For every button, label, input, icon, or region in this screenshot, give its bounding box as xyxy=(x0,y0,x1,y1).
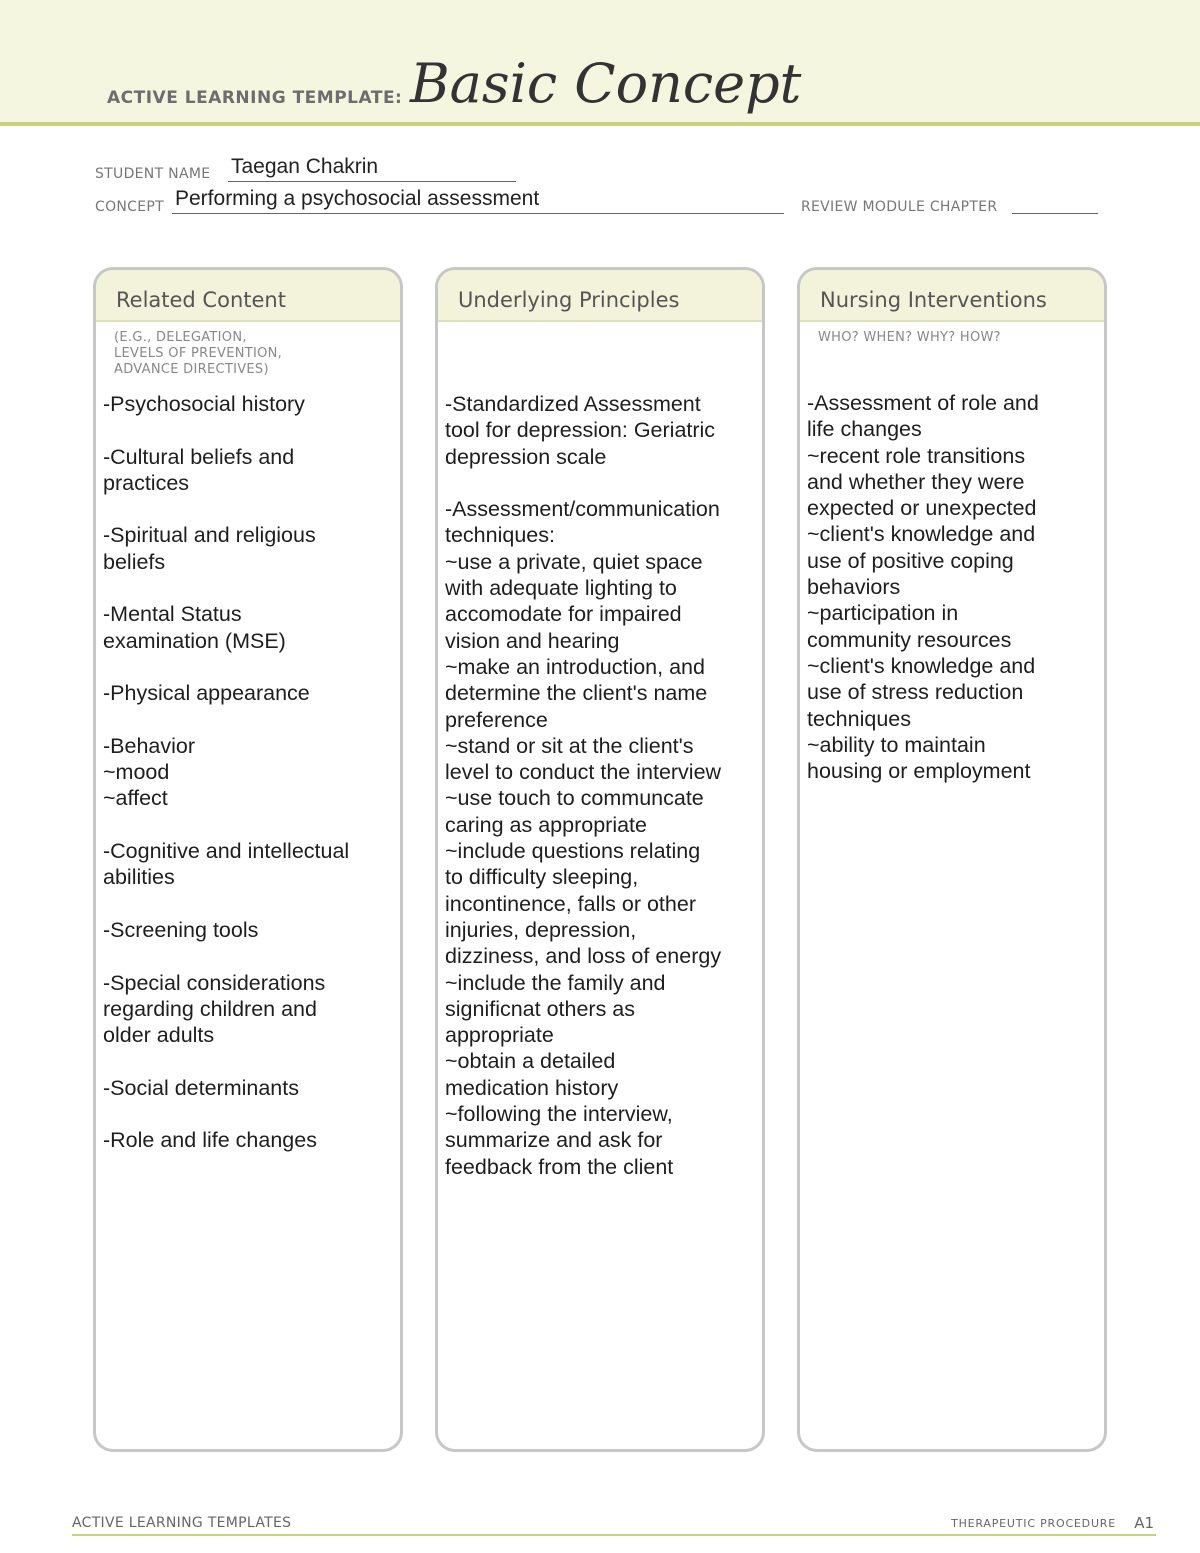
page-title: Basic Concept xyxy=(410,52,802,115)
nursing-interventions-header xyxy=(800,270,1104,322)
footer-category: THERAPEUTIC PROCEDURE xyxy=(951,1517,1116,1530)
nursing-interventions-panel xyxy=(797,267,1107,1452)
underlying-principles-panel xyxy=(435,267,765,1452)
review-module-label: REVIEW MODULE CHAPTER xyxy=(801,199,998,215)
student-name-label: STUDENT NAME xyxy=(95,166,211,182)
nursing-interventions-title: Nursing Interventions xyxy=(820,288,1047,312)
student-name-line xyxy=(228,181,516,182)
underlying-principles-header xyxy=(438,270,762,322)
template-label: ACTIVE LEARNING TEMPLATE: xyxy=(107,88,403,108)
footer-label: ACTIVE LEARNING TEMPLATES xyxy=(72,1515,292,1531)
related-content-header xyxy=(96,270,400,322)
underlying-principles-title: Underlying Principles xyxy=(458,288,680,312)
related-hint-line: (E.G., DELEGATION, xyxy=(114,330,247,345)
review-module-line[interactable] xyxy=(1012,213,1098,214)
related-hint-line: ADVANCE DIRECTIVES) xyxy=(114,362,269,377)
nursing-interventions-text[interactable]: -Assessment of role and life changes ~recent role transitions and whether they were expected or unexpected ~client's knowledge and use of positive coping behaviors ~participation in community resources ~client's knowledge and use of stress reduction techniques ~ability to maintain housing or employment xyxy=(807,391,1039,784)
related-content-hint xyxy=(96,330,400,378)
nursing-interventions-hint xyxy=(800,330,1104,346)
student-name-field[interactable]: Taegan Chakrin xyxy=(231,155,379,178)
concept-label: CONCEPT xyxy=(95,199,164,215)
concept-line xyxy=(172,213,784,214)
page-number: A1 xyxy=(1134,1514,1154,1532)
related-content-panel xyxy=(93,267,403,1452)
interventions-hint-line: WHO? WHEN? WHY? HOW? xyxy=(818,330,1001,345)
header-rule xyxy=(0,122,1200,126)
related-content-title: Related Content xyxy=(116,288,286,312)
underlying-principles-text[interactable]: -Standardized Assessment tool for depression: Geriatric depression scale -Assessment/communication techniques: ~use a private, quiet space with adequate lighting to accomodate for impaired vision and hearing ~make an introduction, and determine the client's name preference ~stand or sit at the client's level to conduct the interview ~use touch to communcate caring as appropriate ~include questions relating to difficulty sleeping, incontinence, falls or other injuries, depression, dizziness, and loss of energy ~include the family and significnat others as appropriate ~obtain a detailed medication history ~following the interview, summarize and ask for feedback from the client xyxy=(445,392,722,1179)
footer-rule xyxy=(72,1534,1156,1536)
related-content-text[interactable]: -Psychosocial history -Cultural beliefs and practices -Spiritual and religious beliefs -Mental Status examination (MSE) -Physical appearance -Behavior ~mood ~affect -Cognitive and intellectual abilities -Screening tools -Special considerations regarding children and older adults -Social determinants -Role and life changes xyxy=(103,392,350,1153)
related-hint-line: LEVELS OF PREVENTION, xyxy=(114,346,283,361)
concept-field[interactable]: Performing a psychosocial assessment xyxy=(175,187,540,210)
